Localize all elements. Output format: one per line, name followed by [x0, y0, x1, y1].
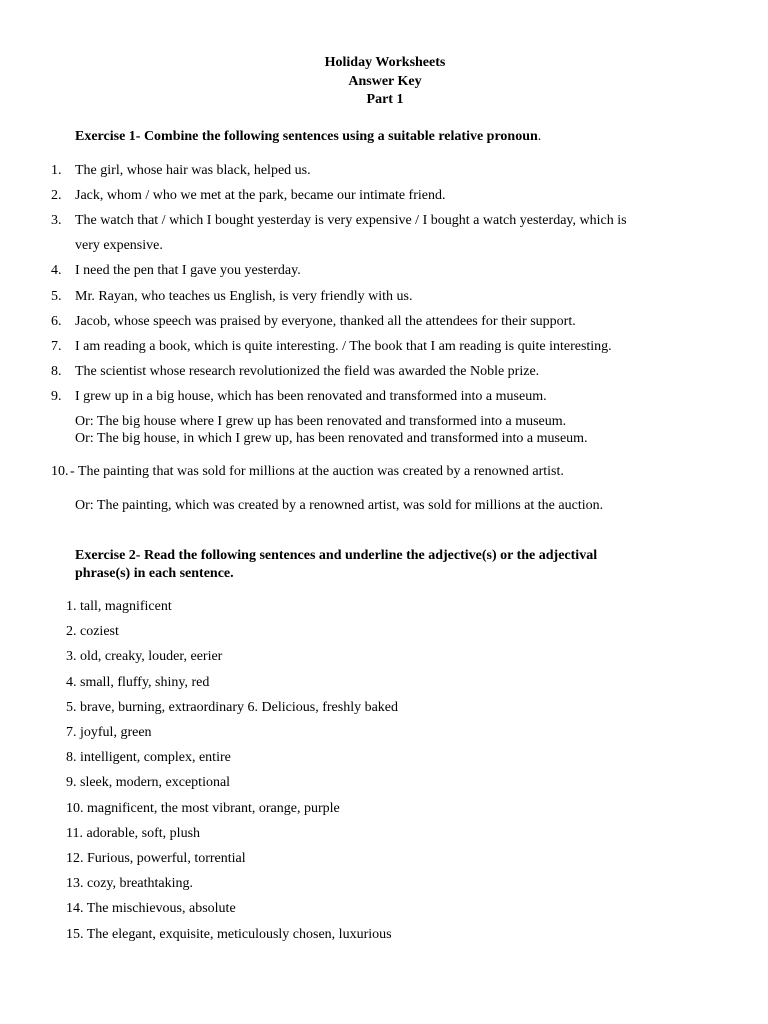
answer-line: 5. brave, burning, extraordinary 6. Delicious, freshly baked [66, 700, 399, 715]
exercise-2-heading [75, 547, 597, 583]
exercise-2-heading-line-1: Exercise 2- Read the following sentences and underline the adjective(s) or the adjectival [75, 548, 598, 563]
item-text: Jacob, whose speech was praised by everyone, thanked all the attendees for their support. [75, 314, 576, 329]
answer-line: 12. Furious, powerful, torrential [66, 851, 246, 866]
item-number: 4. [51, 263, 62, 278]
item-text: The scientist whose research revolutionized the field was awarded the Noble prize. [75, 364, 540, 379]
item-text: Mr. Rayan, who teaches us English, is very friendly with us. [75, 289, 413, 304]
item-text: I need the pen that I gave you yesterday. [75, 263, 301, 278]
item-number: 2. [51, 188, 62, 203]
item-alternative: Or: The big house where I grew up has been renovated and transformed into a museum. [75, 414, 567, 429]
item-text: I grew up in a big house, which has been renovated and transformed into a museum. [75, 389, 547, 404]
answer-line: 3. old, creaky, louder, eerier [66, 649, 223, 664]
answer-line: 9. sleek, modern, exceptional [66, 775, 231, 790]
item-number: 5. [51, 289, 62, 304]
item-number: 10. [51, 464, 69, 479]
item-text: The girl, whose hair was black, helped us. [75, 163, 311, 178]
item-number: 6. [51, 314, 62, 329]
answer-line: 8. intelligent, complex, entire [66, 750, 231, 765]
exercise-1-heading-text: Exercise 1- Combine the following sentences using a suitable relative pronoun [75, 129, 538, 144]
exercise-1-heading-period: . [537, 129, 542, 144]
item-number: 8. [51, 364, 62, 379]
item-number: 3. [51, 213, 62, 228]
answer-line: 1. tall, magnificent [66, 599, 172, 614]
answer-line: 14. The mischievous, absolute [66, 901, 236, 916]
item-alternative: Or: The big house, in which I grew up, has been renovated and transformed into a museum. [75, 431, 588, 446]
answer-line: 7. joyful, green [66, 725, 152, 740]
document-subtitle: Answer Key [348, 73, 422, 89]
item-text: I am reading a book, which is quite interesting. / The book that I am reading is quite interesting. [75, 339, 612, 354]
item-number: 9. [51, 389, 62, 404]
item-text-continuation: very expensive. [75, 238, 163, 253]
document-part: Part 1 [366, 92, 404, 107]
document-header [0, 54, 768, 110]
item-number: 7. [51, 339, 62, 354]
answer-line: 15. The elegant, exquisite, meticulously chosen, luxurious [66, 927, 392, 942]
answer-line: 4. small, fluffy, shiny, red [66, 675, 210, 690]
item-text: Jack, whom / who we met at the park, became our intimate friend. [75, 188, 446, 203]
document-title: Holiday Worksheets [324, 55, 446, 70]
item-alternative: Or: The painting, which was created by a renowned artist, was sold for millions at the auction. [75, 498, 604, 513]
item-text: - The painting that was sold for millions at the auction was created by a renowned artist. [70, 464, 564, 479]
exercise-1-heading [75, 128, 541, 146]
answer-line: 11. adorable, soft, plush [66, 826, 201, 841]
exercise-2-heading-line-2: phrase(s) in each sentence. [75, 566, 234, 581]
answer-line: 10. magnificent, the most vibrant, orange, purple [66, 801, 340, 816]
item-number: 1. [51, 163, 62, 178]
item-text: The watch that / which I bought yesterday is very expensive / I bought a watch yesterday, which is [75, 213, 627, 228]
answer-line: 13. cozy, breathtaking. [66, 876, 193, 891]
answer-line: 2. coziest [66, 624, 119, 639]
